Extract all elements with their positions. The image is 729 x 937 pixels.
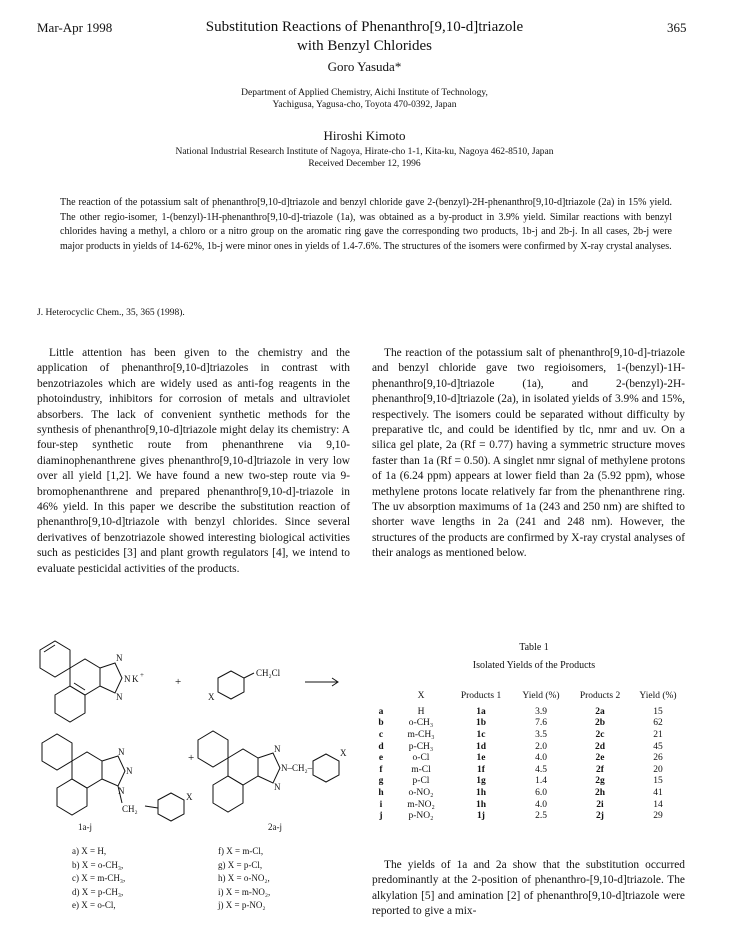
table-cell: 2f xyxy=(596,764,604,775)
table-row xyxy=(370,776,686,788)
table-cell: 2e xyxy=(595,753,605,764)
table-cell: 3.9 xyxy=(535,706,547,717)
table-cell: h xyxy=(378,787,384,798)
x-substituent-2: X xyxy=(186,792,193,802)
table-row xyxy=(370,810,686,822)
affiliation-1 xyxy=(0,87,729,111)
table-cell: b xyxy=(378,718,384,729)
affiliation-2-line-1: National Industrial Research Institute of Nagoya, Hirate-cho 1-1, Kita-ku, Nagoya 462-8510, Japan xyxy=(175,147,554,157)
plus-sign-2: + xyxy=(188,752,195,764)
key-item: g) X = p-Cl, xyxy=(218,859,263,870)
table-header: Products 1 xyxy=(460,691,502,701)
table-cell: m-Cl xyxy=(411,764,431,775)
table-row xyxy=(370,787,686,799)
table-cell: 14 xyxy=(653,799,663,810)
substituent-key-right xyxy=(218,845,270,913)
table-row xyxy=(370,764,686,776)
table-cell: 1c xyxy=(476,729,486,740)
table-header xyxy=(370,686,392,706)
received-date: Received December 12, 1996 xyxy=(308,159,421,169)
plus-sign-1: + xyxy=(175,676,182,688)
yields-table xyxy=(370,686,686,822)
table-cell: 1a xyxy=(476,706,486,717)
substituent-key-left xyxy=(72,845,125,913)
table-cell: 45 xyxy=(653,741,663,752)
table-cell: 2i xyxy=(596,799,604,810)
table-row xyxy=(370,752,686,764)
table-cell: g xyxy=(378,776,384,787)
author-1: Goro Yasuda* xyxy=(327,59,402,74)
benzene-ring-reagent xyxy=(218,671,244,699)
table-cell: 1.4 xyxy=(535,776,547,787)
abstract: The reaction of the potassium salt of phenanthro[9,10-d]triazole and benzyl chloride gave 2-(benzyl)-2H-phenanthro[9,10-d]triazole (2a) in 15% yield. The other regio-isomer, 1-(benzyl)-1H-phenanthro[9,10-d]-triazole (1a), was obtained as a by-product in 3.9% yield. Similar reactions with benzyl chlorides having a methyl, a chloro or a nitro group on the aromatic ring gave the corresponding two products, 1b-j and 2b-j. In all cases, 2b-j were major products in yields of 14-62%, 1b-j were minor ones in yields of 1.4-7.6%. The structures of the isomers were confirmed by X-ray crystal analyses. xyxy=(60,197,672,252)
table-header: Products 2 xyxy=(579,691,621,701)
table-header: X xyxy=(417,691,425,701)
table-cell: 2d xyxy=(594,741,606,752)
table-cell: 4.0 xyxy=(535,799,547,810)
table-cell: 2.0 xyxy=(535,741,547,752)
affiliation-1-line-2: Yachigusa, Yagusa-cho, Toyota 470-0392, Japan xyxy=(272,100,457,110)
citation: J. Heterocyclic Chem., 35, 365 (1998). xyxy=(37,308,185,318)
body-right-column-continued xyxy=(372,858,685,920)
table-cell: H xyxy=(417,706,425,717)
n-label-7: N xyxy=(274,744,281,754)
table-cell: o-Cl xyxy=(412,753,430,764)
table-row xyxy=(370,718,686,730)
table-title: Table 1 xyxy=(519,642,549,653)
table-cell: 1j xyxy=(477,811,485,822)
table-cell: 41 xyxy=(653,787,663,798)
compound-label-1: 1a-j xyxy=(78,822,92,832)
key-item: j) X = p-NO₂ xyxy=(218,900,266,910)
table-row xyxy=(370,741,686,753)
table-cell: 2a xyxy=(595,706,605,717)
discussion-paragraph: The yields of 1a and 2a show that the substitution occurred predominantly at the 2-position of phenanthro-[9,10-d]triazole. The alkylation [5] and amination [2] of phenanthro[9,10-d]triazole were reported to give a mix- xyxy=(372,859,685,918)
table-cell: p-NO₂ xyxy=(408,811,434,822)
n-label-2: N xyxy=(124,674,131,684)
table-row xyxy=(370,799,686,811)
key-item: c) X = m-CH₃, xyxy=(72,873,126,883)
table-cell: 1h xyxy=(475,787,487,798)
table-cell: o-CH₃ xyxy=(408,718,434,729)
body-right-column xyxy=(372,346,685,562)
table-cell: 2c xyxy=(595,729,605,740)
journal-date: Mar-Apr 1998 xyxy=(37,20,113,35)
n-label-3: N xyxy=(116,692,123,702)
key-item: a) X = H, xyxy=(72,846,107,856)
table-cell: 62 xyxy=(653,718,663,729)
table-cell: 15 xyxy=(653,706,663,717)
key-item: i) X = m-NO₂, xyxy=(218,886,271,897)
table-subtitle: Isolated Yields of the Products xyxy=(472,660,596,671)
table-cell: a xyxy=(378,706,384,717)
key-item: f) X = m-Cl, xyxy=(218,846,264,856)
table-cell: 2h xyxy=(594,787,606,798)
table-cell: c xyxy=(378,729,384,740)
table-cell: 2.5 xyxy=(535,811,547,822)
n-label-1: N xyxy=(116,653,123,663)
paper-title xyxy=(0,18,729,56)
table-cell: 7.6 xyxy=(535,718,547,729)
table-row xyxy=(370,729,686,741)
table-cell: 20 xyxy=(653,764,663,775)
potassium-label: K xyxy=(132,674,139,684)
n-label-5: N xyxy=(126,766,133,776)
table-cell: 4.5 xyxy=(535,764,547,775)
table-cell: 1b xyxy=(475,718,487,729)
table-header-row xyxy=(370,686,686,706)
n-label-6: N xyxy=(118,786,125,796)
title-line-1: Substitution Reactions of Phenanthro[9,10-d]triazole xyxy=(205,19,524,35)
table-cell: d xyxy=(378,741,384,752)
table-cell: 21 xyxy=(653,729,663,740)
ch2-linker-label: N–CH₂– xyxy=(281,763,313,773)
affiliation-1-line-1: Department of Applied Chemistry, Aichi Institute of Technology, xyxy=(241,88,488,98)
key-item: d) X = p-CH₃, xyxy=(72,886,124,897)
table-cell: 2g xyxy=(595,776,605,787)
table-cell: p-Cl xyxy=(412,776,430,787)
table-cell: m-NO₂ xyxy=(407,799,435,810)
key-item: e) X = o-Cl, xyxy=(72,900,116,910)
table-cell: 1f xyxy=(477,764,485,775)
table-row xyxy=(370,706,686,718)
ch2-label: CH₂ xyxy=(122,804,138,814)
body-left-column xyxy=(37,346,350,577)
table-header: Yield (%) xyxy=(522,691,560,701)
table-cell: e xyxy=(378,753,384,764)
ch2cl-label: CH₂Cl xyxy=(256,668,281,678)
author-2: Hiroshi Kimoto xyxy=(323,128,406,143)
table-cell: 15 xyxy=(653,776,663,787)
triazole-ring xyxy=(100,663,122,693)
table-cell: p-CH₃ xyxy=(408,741,434,752)
table-cell: 1d xyxy=(475,741,487,752)
intro-paragraph: Little attention has been given to the chemistry and the application of phenanthro[9,10-d]triazoles in contrast with benzotriazoles which are widely used as anti-fog reagents in the photoindustry, inhibitors for corrosion of metals and ultraviolet absorbers. The lack of convenient synthetic methods for the synthesis of phenanthro[9,10-d]triazole might delay its chemistry: A four-step synthetic route from phenanthrene via 9,10-diaminophenanthrene gives phenanthro[9,10-d]triazole in very low over all yield [1,2]. We have found a new two-step route via 9-bromophenanthrene and prepared phenanthro[9,10-d]-triazole in 46% yield. In this paper we describe the substitution reaction of phenanthro[9,10-d]triazole with benzyl chlorides. Since several derivatives of benzotriazole showed interesting biological activities such as pesticides [3] and plant growth regulators [4], we intend to evaluate pesticidal activities of the products. xyxy=(37,347,350,575)
n-label-8: N xyxy=(274,782,281,792)
phenanthrene-ring-a xyxy=(40,641,70,677)
key-item: b) X = o-CH₃, xyxy=(72,859,124,870)
x-substituent-3: X xyxy=(340,748,347,758)
table-cell: i xyxy=(379,799,383,810)
affiliation-2 xyxy=(0,146,729,170)
potassium-charge: + xyxy=(140,671,144,679)
compound-label-2: 2a-j xyxy=(268,822,282,832)
table-cell: o-NO₂ xyxy=(408,787,434,798)
n-label-4: N xyxy=(118,747,125,757)
phenanthrene-ring-c xyxy=(55,686,85,722)
table-cell: 1g xyxy=(476,776,486,787)
table-cell: f xyxy=(379,764,383,775)
title-line-2: with Benzyl Chlorides xyxy=(297,38,432,54)
table-cell: 3.5 xyxy=(535,729,547,740)
table-cell: 2b xyxy=(594,718,606,729)
x-substituent-1: X xyxy=(208,692,215,702)
table-cell: 4.0 xyxy=(535,753,547,764)
table-cell: 1h xyxy=(475,799,487,810)
table-cell: 29 xyxy=(653,811,663,822)
page-number: 365 xyxy=(667,20,687,35)
table-cell: j xyxy=(379,811,383,822)
table-header: Yield (%) xyxy=(639,691,677,701)
table-cell: m-CH₃ xyxy=(407,729,435,740)
key-item: h) X = o-NO₂, xyxy=(218,873,270,883)
table-cell: 6.0 xyxy=(535,787,547,798)
table-cell: 1e xyxy=(476,753,486,764)
results-paragraph: The reaction of the potassium salt of phenanthro[9,10-d]-triazole and benzyl chloride gave two regioisomers, 1-(benzyl)-1H-phenanthro[9,10-d]triazole (1a), and 2-(benzyl)-2H-phenanthro[9,10-d]triazole (2a), in isolated yields of 3.9% and 15%, respectively. The isomers could be separated without difficulty by preparative tlc, and could be identified by tlc, nmr and uv. On a silica gel plate, 2a (Rf = 0.77) having a symmetric structure moves faster than 1a (Rf = 0.50). A singlet nmr signal of methylene protons of 1a (6.24 ppm) appears at lower field than 2a (5.92 ppm), whose methylene protons locate relatively far from the phenanthrene ring. The uv absorption maximums of 1a (243 and 250 nm) are shifted to shorter wave lengths in 2a (241 and 248 nm). However, the structures of the products are confirmed by X-ray crystal analyses of their analogs as mentioned below. xyxy=(372,347,685,560)
table-body xyxy=(370,706,686,822)
table-cell: 2j xyxy=(596,811,604,822)
table-cell: 26 xyxy=(653,753,663,764)
